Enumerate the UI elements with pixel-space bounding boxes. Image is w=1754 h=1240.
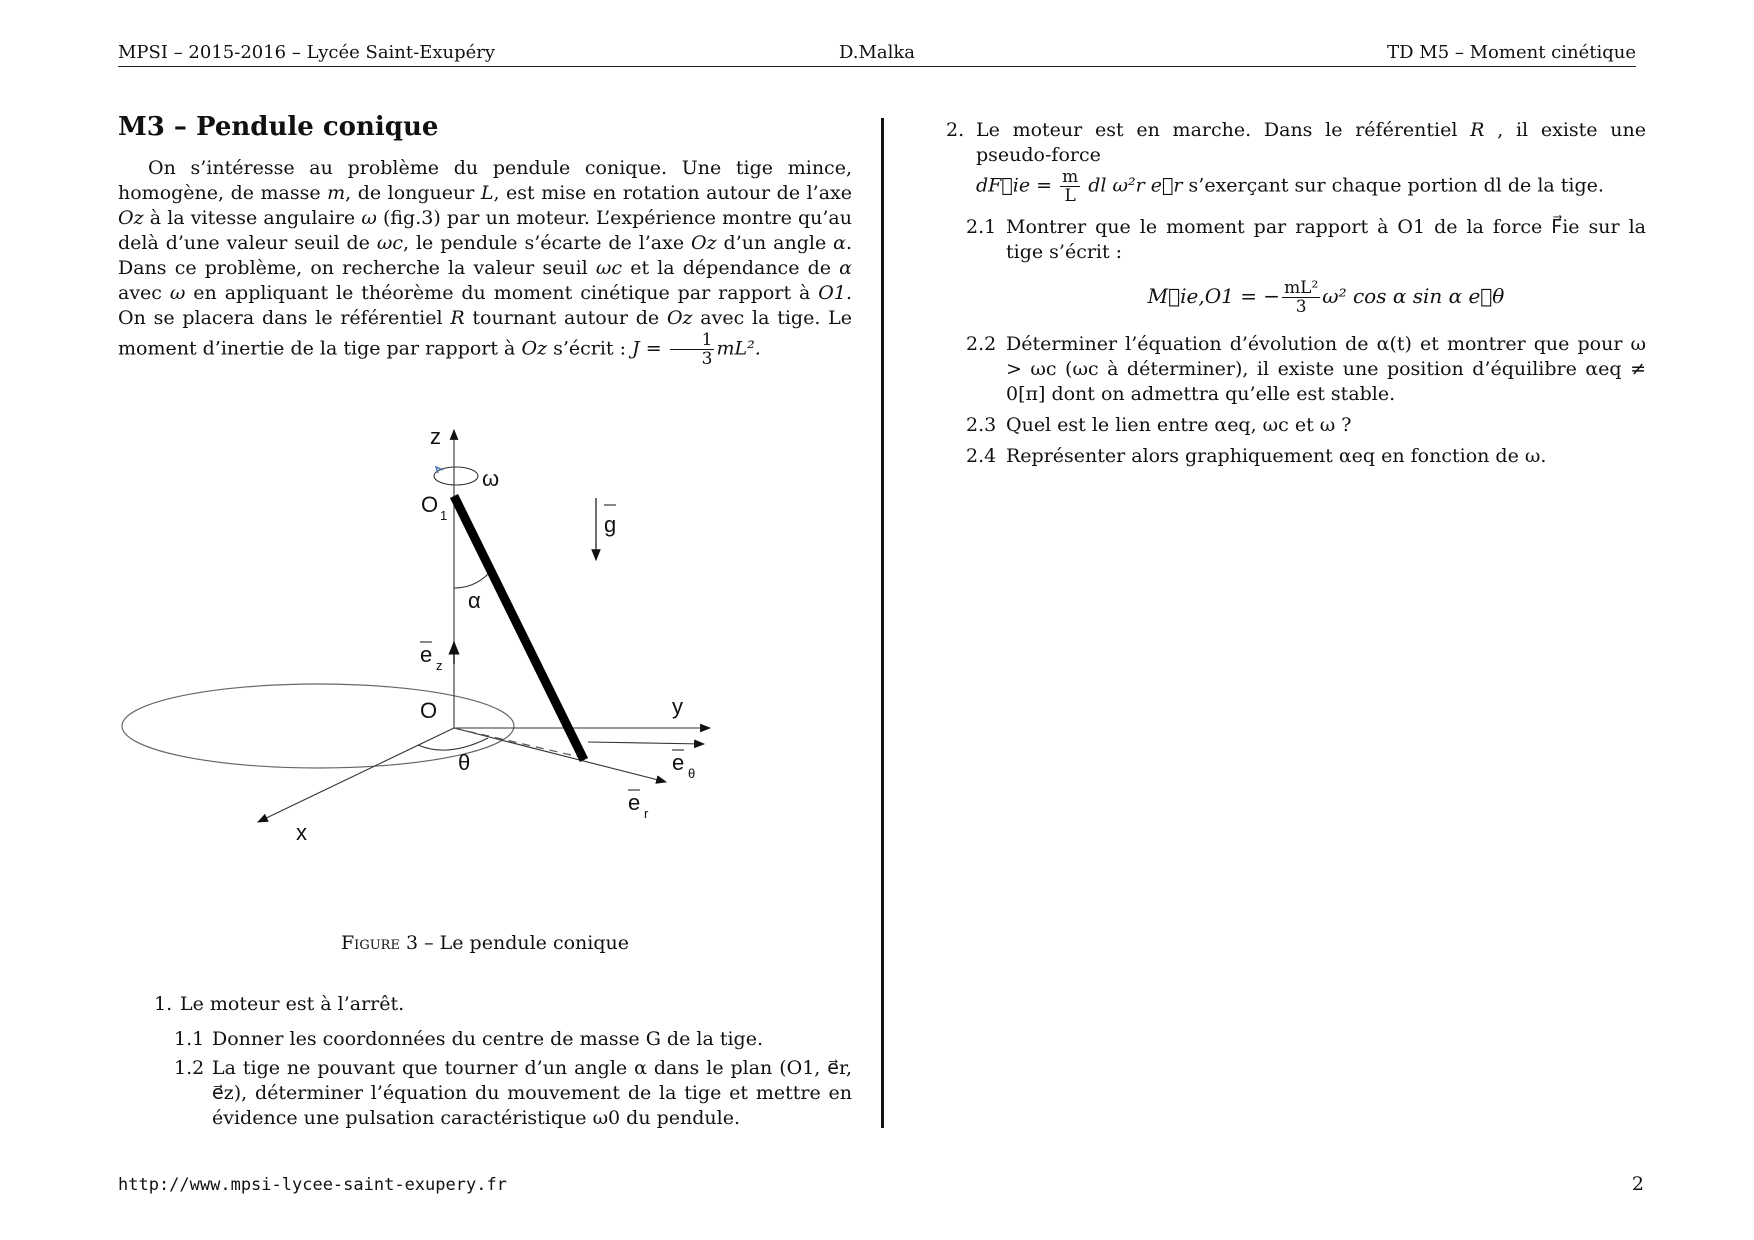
rod-projection	[454, 728, 584, 758]
o1-label: O	[421, 492, 439, 517]
x-label: x	[296, 820, 307, 845]
omega-rotation-icon	[434, 467, 478, 485]
q2-4: 2.4 Représenter alors graphiquement αeq en fonction de ω.	[966, 445, 1547, 467]
o1-subscript: 1	[440, 508, 448, 523]
page-header	[118, 40, 1636, 67]
moment-fraction: $\frac{\text{mL²}}{3}$	[1284, 278, 1319, 317]
etheta-label: e	[672, 750, 685, 775]
z-label: z	[430, 424, 441, 449]
q2-1: 2.1 Montrer que le moment par rapport à O1 de la force F⃗ie sur la tige s’écrit :	[966, 216, 1646, 263]
ez-label: e	[420, 642, 433, 667]
column-divider	[881, 118, 884, 1128]
alpha-label: α	[468, 588, 481, 613]
inertia-fraction: $\frac{1}{3}$	[670, 331, 715, 368]
question-1	[118, 992, 852, 1131]
q1-1: 1.1 Donner les coordonnées du centre de masse G de la tige.	[174, 1028, 763, 1050]
header-center: D.Malka	[838, 42, 916, 63]
footer-url[interactable]: http://www.mpsi-lycee-saint-exupery.fr	[118, 1175, 507, 1195]
force-fraction: $\frac{m}{L}$	[1062, 167, 1079, 206]
pendulum-rod	[454, 496, 584, 760]
figure-caption: Figure 3 – Le pendule conique	[341, 932, 629, 954]
q1-statement: 1. Le moteur est à l’arrêt.	[154, 993, 405, 1015]
x-axis	[258, 728, 454, 822]
ez-subscript: z	[436, 658, 443, 673]
intro-paragraph: On s’intéresse au problème du pendule conique. Une tige mince, homogène, de masse m, de longueur L, est mise en rotation autour de l’axe Oz à la vitesse angulaire ω (fig.3) par un moteur. L’expérience montre qu’au delà d’une valeur seuil de ωc, le pendule s’écarte de l’axe Oz d’un angle α. Dans ce problème, on recherche la valeur seuil ωc et la dépendance de α avec ω en appliquant le théorème du moment cinétique par rapport à O1. On se placera dans le référentiel R tournant autour de Oz avec la tige. Le moment d’inertie de la tige par rapport à Oz s’écrit : J = $\frac{1}{3}$ mL².	[118, 157, 853, 369]
g-label: g	[604, 512, 617, 537]
header-right: TD M5 – Moment cinétique	[1387, 42, 1636, 63]
moment-equation: M⃗ie,O1 = − $\frac{\text{mL²}}{3}$ ω² cos α sin α e⃗θ	[1147, 278, 1505, 317]
etheta-vector	[588, 742, 704, 744]
alpha-arc	[454, 574, 488, 588]
page-number: 2	[1631, 1173, 1644, 1195]
theta-label: θ	[458, 750, 471, 775]
section-title: M3 – Pendule conique	[118, 112, 439, 142]
rotation-ellipse	[122, 684, 514, 768]
header-left: MPSI – 2015-2016 – Lycée Saint-Exupéry	[118, 42, 496, 63]
q2-2: 2.2 Déterminer l’équation d’évolution de α(t) et montrer que pour ω > ωc (ωc à déterminer), il existe une position d’équilibre αeq ≠ 0[π] dont on admettra qu’elle est stable.	[966, 333, 1646, 405]
right-column	[946, 118, 1646, 469]
q1-2: 1.2 La tige ne pouvant que tourner d’un angle α dans le plan (O1, e⃗r, e⃗z), déterminer l’équation du mouvement de la tige et mettre en évidence une pulsation caractéristique ω0 du pendule.	[174, 1057, 852, 1129]
y-label: y	[672, 694, 683, 719]
question-2: 2. Le moteur est en marche. Dans le référentiel R , il existe une pseudo-force dF⃗ie = $\frac{m}{L}$ dl ω²r e⃗r s’exerçant sur chaque portion dl de la tige.	[946, 119, 1646, 206]
left-column	[118, 112, 853, 1129]
pendulum-diagram	[118, 402, 852, 902]
etheta-subscript: θ	[688, 766, 696, 781]
conical-pendulum-figure	[118, 402, 852, 954]
er-vector	[454, 728, 666, 782]
er-subscript: r	[644, 806, 649, 821]
omega-label: ω	[482, 466, 500, 491]
q2-3: 2.3 Quel est le lien entre αeq, ωc et ω ?	[966, 414, 1352, 436]
er-label: e	[628, 790, 641, 815]
o-label: O	[420, 698, 438, 723]
